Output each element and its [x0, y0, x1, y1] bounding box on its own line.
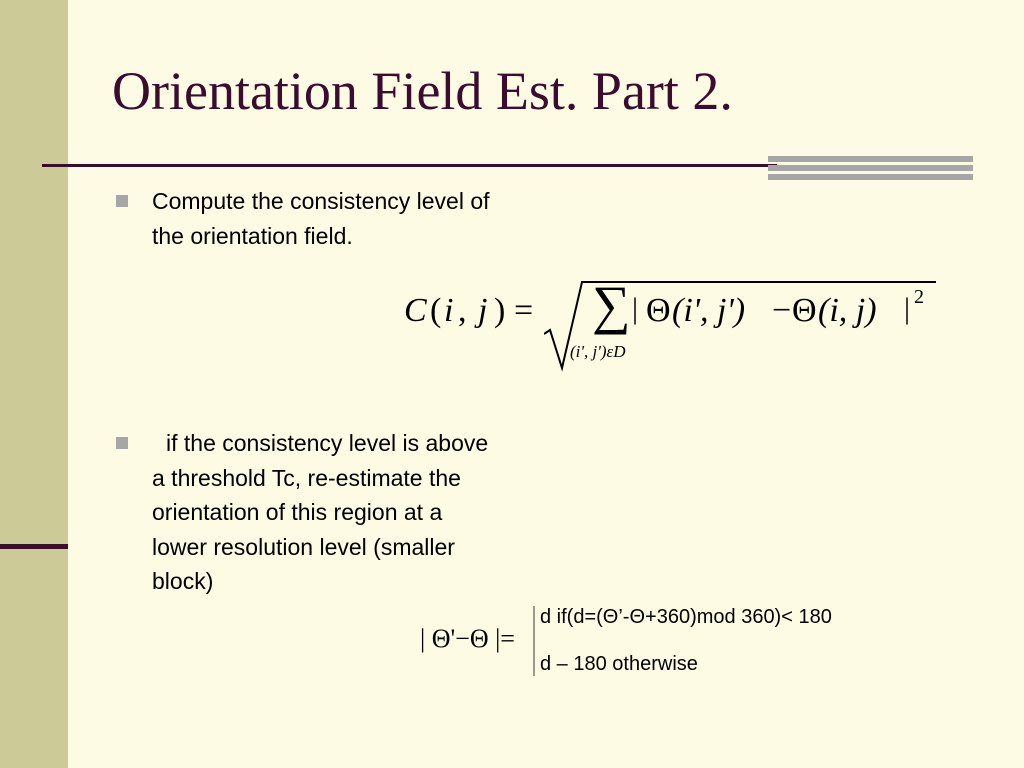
bullet-marker [116, 437, 128, 449]
left-accent-bar [0, 544, 68, 549]
summand-args-2: (i, j) [818, 292, 877, 329]
case-line-1: d if(d=(Θ’-Θ+360)mod 360)< 180 [540, 606, 832, 628]
summand-exponent: 2 [914, 286, 924, 308]
case-line-2: d – 180 otherwise [540, 653, 698, 675]
bullet-text-2: if the consistency level is above a threshold Tc, re-estimate the orientation of this region at a lower resolution level (smaller block) [152, 430, 489, 594]
formula-close-paren: ) [494, 292, 506, 329]
summand-minus: − [772, 292, 792, 329]
title-underline [42, 164, 777, 167]
title-stripes-decoration [768, 156, 973, 180]
formula-var-j: j [478, 292, 488, 329]
summation-subscript: (i', j')εD [570, 342, 626, 361]
summand-args-1: (i', j') [672, 292, 746, 329]
slide-title: Orientation Field Est. Part 2. [112, 61, 733, 121]
summation-symbol: ∑ [592, 275, 631, 335]
summand-theta-2: Θ [792, 292, 817, 329]
summand-theta-1: Θ [646, 292, 671, 329]
formula-comma: , [458, 292, 467, 329]
left-decorative-band [0, 0, 68, 768]
bullet-marker [116, 195, 128, 207]
summand-bar-close: | [904, 292, 911, 325]
bullet-text-1: Compute the consistency level of the orientation field. [152, 188, 490, 249]
angle-difference-expression: | Θ'−Θ |= [420, 624, 515, 653]
formula-open-paren: ( [430, 292, 442, 329]
formula-equals: = [514, 292, 534, 329]
formula-func-c: C [404, 292, 427, 329]
consistency-formula [404, 272, 944, 382]
summand-bar-open: | [632, 292, 639, 325]
formula-var-i: i [444, 292, 454, 329]
